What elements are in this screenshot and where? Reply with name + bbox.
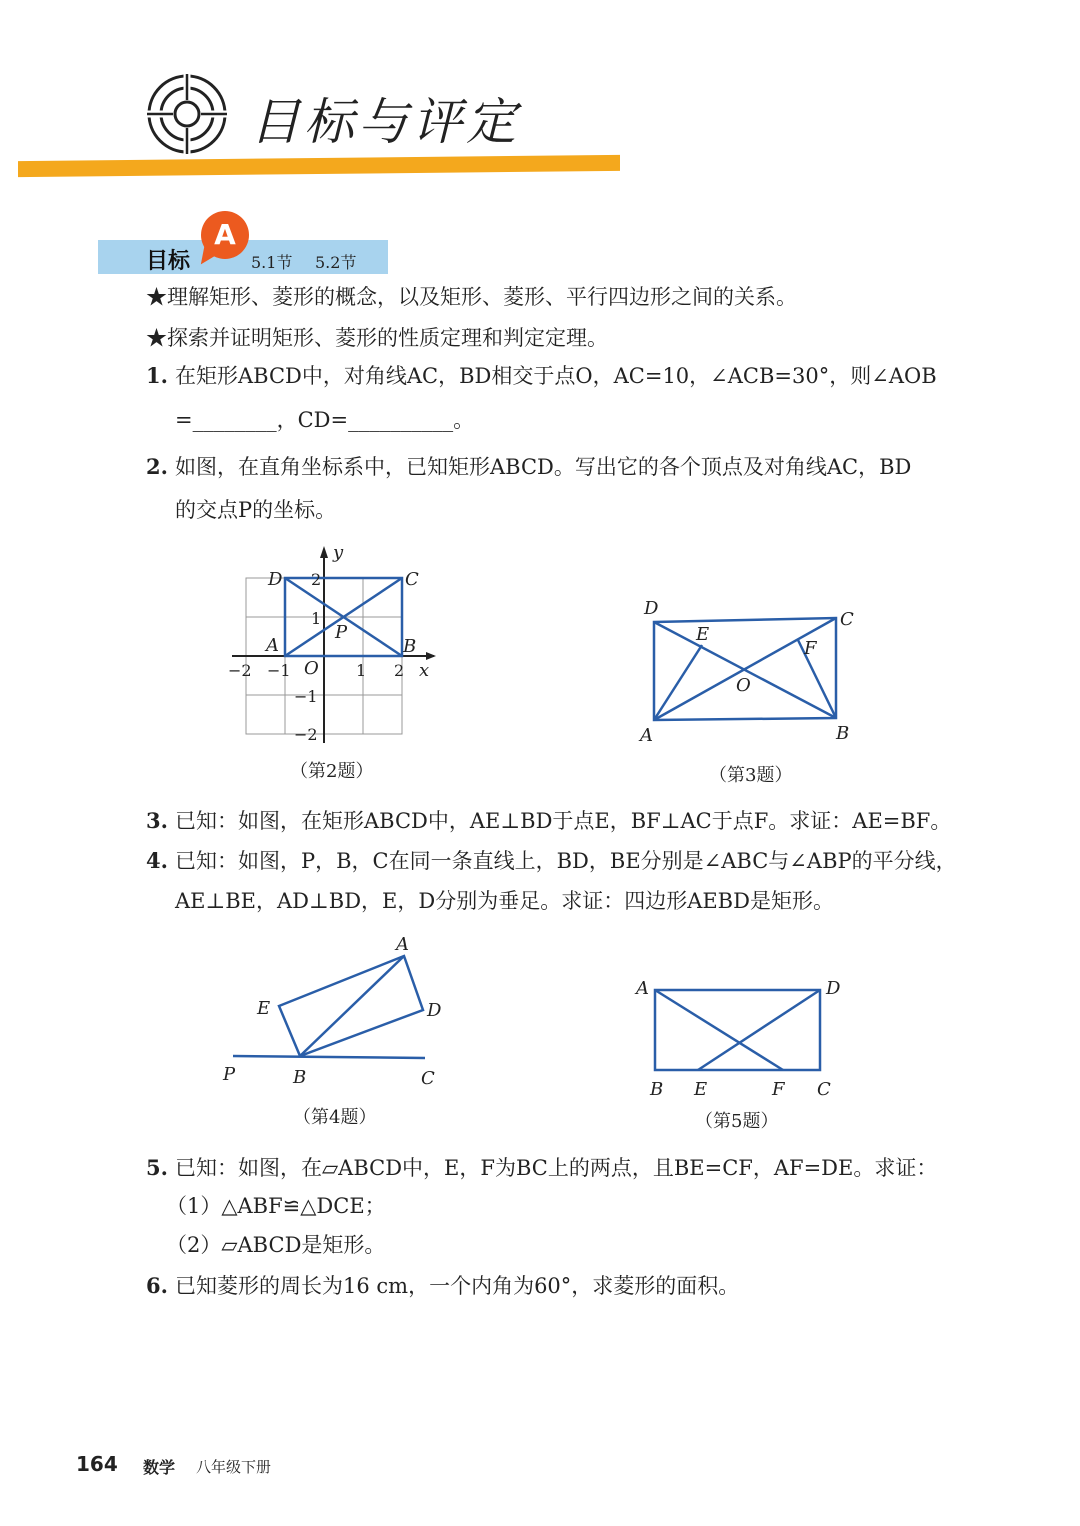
fig2-label-D: D	[268, 569, 283, 590]
fig5-label-F: F	[772, 1079, 785, 1100]
problem-2-text: 如图，在直角坐标系中，已知矩形ABCD。写出它的各个顶点及对角线AC，BD	[175, 455, 912, 479]
section-ref-2: 5.2节	[315, 253, 357, 272]
fig4-label-B: B	[293, 1067, 307, 1088]
fig3-label-D: D	[644, 598, 659, 619]
problem-5-sub-2: （2）▱ABCD是矩形。	[166, 1233, 386, 1257]
page-title: 目标与评定	[250, 93, 520, 151]
fig3-label-F: F	[804, 638, 817, 659]
footer-subject: 数学	[143, 1458, 176, 1477]
fig2-label-y: y	[333, 542, 344, 563]
problem-1-text-2: =________，CD=__________。	[175, 408, 475, 432]
fig2-tick-x-1: 1	[356, 661, 367, 680]
accent-bar	[18, 155, 620, 177]
figure-4-caption: （第4题）	[293, 1107, 377, 1128]
fig2-label-P: P	[335, 622, 348, 643]
fig5-label-D: D	[826, 978, 841, 999]
problem-5-text: 已知：如图，在▱ABCD中，E，F为BC上的两点，且BE=CF，AF=DE。求证：	[175, 1156, 938, 1180]
fig2-tick-y-neg1: −1	[294, 687, 318, 706]
fig5-label-C: C	[817, 1079, 831, 1100]
fig2-label-O: O	[304, 658, 319, 679]
problem-3-number: 3.	[146, 808, 168, 833]
figure-4-rectangle	[215, 930, 455, 1095]
fig4-label-C: C	[421, 1068, 435, 1089]
problem-3-text: 已知：如图，在矩形ABCD中，AE⊥BD于点E，BF⊥AC于点F。求证：AE=BF。	[175, 809, 952, 833]
figure-5-caption: （第5题）	[695, 1111, 779, 1132]
goal-label: 目标	[146, 249, 191, 274]
problem-1-text: 在矩形ABCD中，对角线AC，BD相交于点O，AC=10，∠ACB=30°，则∠AOB	[175, 364, 937, 388]
fig2-tick-x-neg2: −2	[228, 661, 252, 680]
fig5-label-A: A	[636, 978, 649, 999]
figure-2-caption: （第2题）	[290, 761, 374, 782]
fig3-label-C: C	[840, 609, 854, 630]
fig3-label-O: O	[736, 675, 751, 696]
objective-1: ★理解矩形、菱形的概念，以及矩形、菱形、平行四边形之间的关系。	[146, 285, 797, 309]
fig4-label-D: D	[427, 1000, 442, 1021]
problem-2-text-2: 的交点P的坐标。	[175, 498, 337, 522]
fig2-tick-x-2: 2	[394, 661, 405, 680]
fig2-tick-y-neg2: −2	[294, 725, 318, 744]
figure-2-coordinate-grid	[222, 538, 452, 753]
problem-1-number: 1.	[146, 363, 168, 388]
problem-5-sub-1: （1）△ABF≌△DCE；	[166, 1194, 386, 1218]
figure-5-rectangle	[630, 970, 860, 1105]
fig5-label-B: B	[650, 1079, 664, 1100]
fig3-label-E: E	[696, 624, 710, 645]
fig3-label-B: B	[836, 723, 850, 744]
problem-5-number: 5.	[146, 1155, 168, 1180]
problem-4-number: 4.	[146, 848, 168, 873]
goal-level-badge: A	[201, 211, 249, 259]
fig4-label-P: P	[223, 1064, 236, 1085]
objective-2: ★探索并证明矩形、菱形的性质定理和判定定理。	[146, 326, 608, 350]
problem-6-number: 6.	[146, 1273, 168, 1298]
fig2-tick-x-neg1: −1	[267, 661, 291, 680]
figure-3-rectangle	[630, 590, 870, 750]
fig5-label-E: E	[694, 1079, 708, 1100]
fig2-label-A: A	[266, 635, 279, 656]
problem-4-text: 已知：如图，P，B，C在同一条直线上，BD，BE分别是∠ABC与∠ABP的平分线，	[175, 849, 957, 873]
fig4-label-A: A	[396, 934, 409, 955]
fig2-tick-y-1: 1	[311, 609, 322, 628]
section-ref-1: 5.1节	[251, 253, 293, 272]
target-icon	[145, 72, 229, 156]
page-number: 164	[76, 1452, 118, 1476]
fig4-label-E: E	[257, 998, 271, 1019]
footer-book: 八年级下册	[196, 1458, 272, 1476]
fig3-label-A: A	[640, 725, 653, 746]
problem-4-text-2: AE⊥BE，AD⊥BD，E，D分别为垂足。求证：四边形AEBD是矩形。	[175, 889, 834, 913]
fig2-tick-y-2: 2	[311, 570, 322, 589]
problem-6-text: 已知菱形的周长为16 cm，一个内角为60°，求菱形的面积。	[175, 1274, 740, 1298]
problem-2-number: 2.	[146, 454, 168, 479]
figure-3-caption: （第3题）	[709, 765, 793, 786]
fig2-label-x: x	[419, 660, 430, 681]
fig2-label-B: B	[403, 636, 417, 657]
fig2-label-C: C	[405, 569, 419, 590]
